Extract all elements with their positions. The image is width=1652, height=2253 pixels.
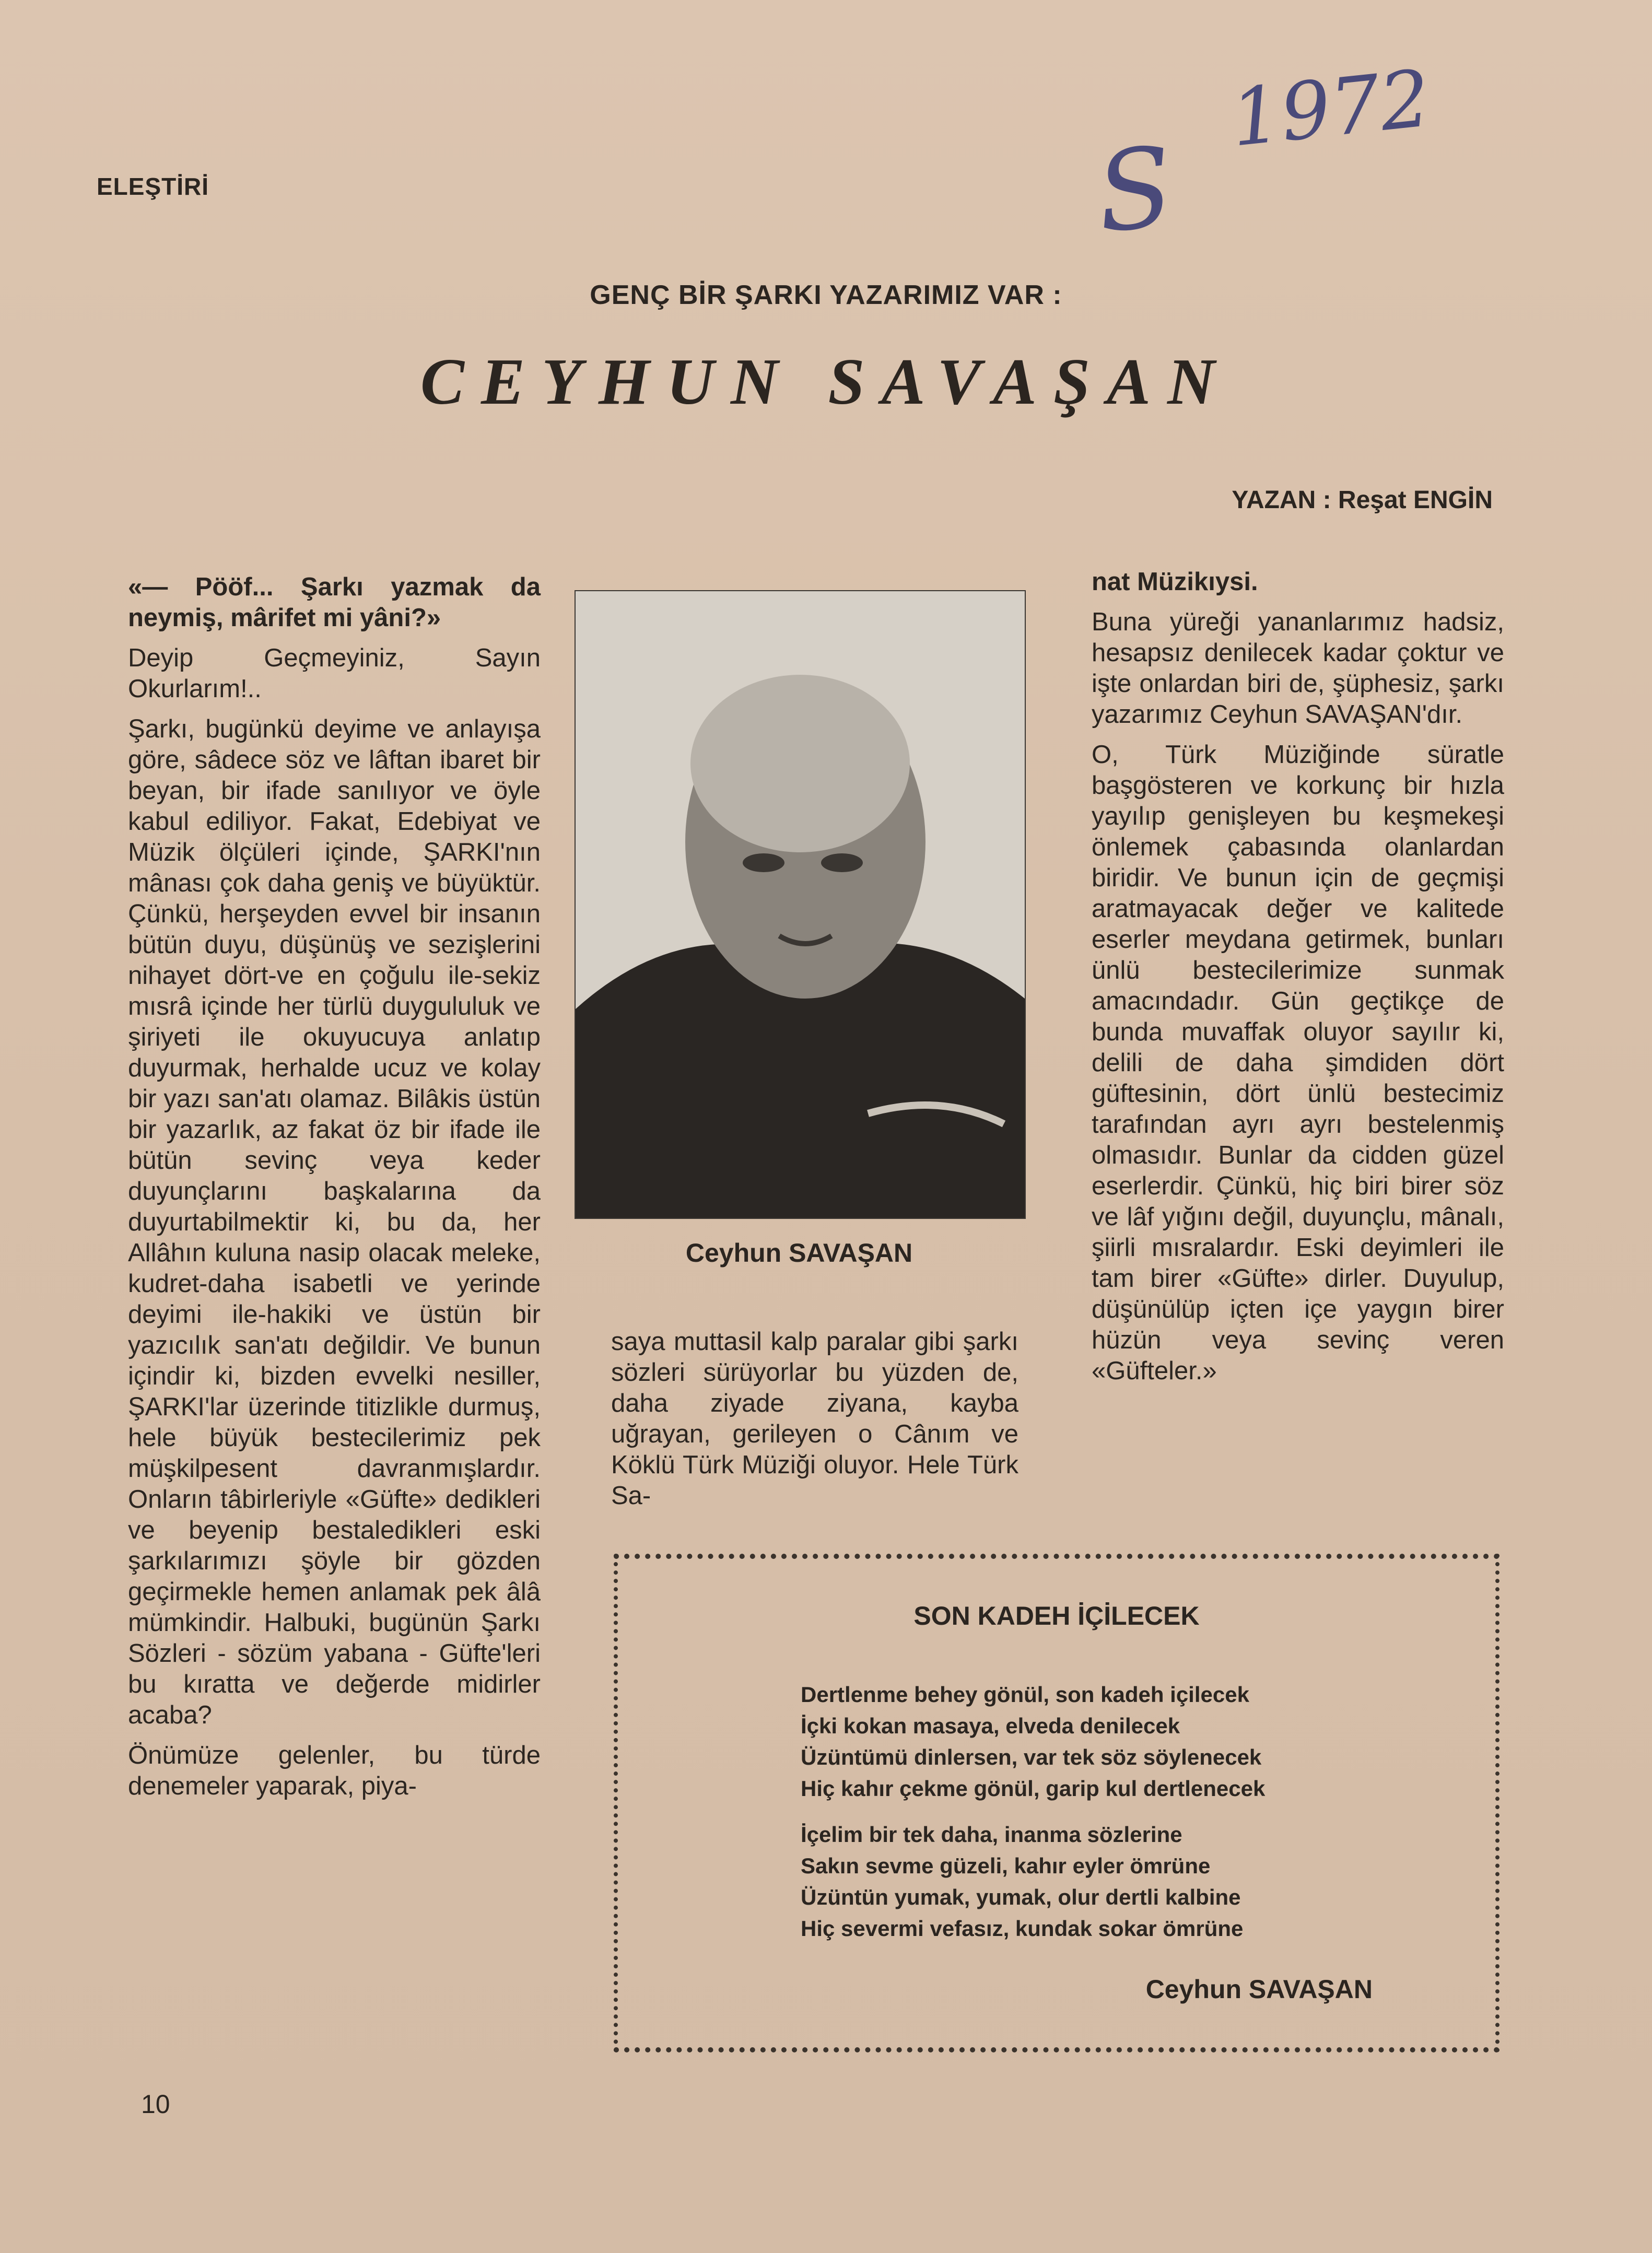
handwritten-year: 1972 <box>1226 53 1435 165</box>
poem-line: Dertlenme behey gönül, son kadeh içilecek <box>801 1682 1249 1707</box>
article-byline: YAZAN : Reşat ENGİN <box>1232 486 1493 514</box>
paragraph: saya muttasil kalp paralar gibi şarkı sözleri sürüyorlar bu yüzden de, daha ziyade ziyana, kayba uğrayan, gerileyen o Cânım ve Köklü Türk Müziği oluyor. Hele Türk Sa- <box>611 1328 1018 1510</box>
poem-title: SON KADEH İÇİLECEK <box>913 1601 1200 1630</box>
paragraph: Buna yüreği yananlarımız hadsiz, hesapsız denilecek kadar çoktur ve işte onlardan biri de, şüphesiz, şarkı yazarımız Ceyhun SAVAŞAN'dır. <box>1092 608 1504 729</box>
poem-line: Sakın sevme güzeli, kahır eyler ömrüne <box>801 1853 1211 1878</box>
poem-stanza <box>801 1819 1480 1944</box>
poem-line: Hiç kahır çekme gönül, garip kul dertlenecek <box>801 1776 1266 1801</box>
article-title: CEYHUN SAVAŞAN <box>420 346 1232 418</box>
paragraph: Deyip Geçmeyiniz, Sayın Okurlarım!.. <box>128 644 541 703</box>
portrait-photo <box>575 590 1026 1219</box>
paragraph: Şarkı, bugünkü deyime ve anlayışa göre, sâdece söz ve lâftan ibaret bir beyan, bir ifade sanılıyor ve öyle kabul ediliyor. Fakat, Edebiyat ve Müzik ölçüleri içinde, ŞARKI'nın mânası çok daha geniş ve büyüktür. Çünkü, herşeyden evvel bir insanın bütün duyu, düşünüş ve sezişlerini nihayet dört-ve en çoğulu ile-sekiz mısrâ içinde her türlü duygululuk ve şiriyeti ile okuyucuya anlatıp duyurmak, herhalde ucuz ve kolay bir yazı san'atı olamaz. Bilâkis üstün bir yazarlık, az fakat öz bir ifade ile bütün sevinç veya keder duyunçlarını başkalarına da duyurtabilmektir ki, bu da, her Allâhın kuluna nasip olacak meleke, kudret-daha isabetli ve yerinde deyimi ile-hakiki ve üstün bir yazıcılık san'atı değildir. Ve bunun içindir ki, bizden evvelki nesiller, ŞARKI'lar üzerinde titizlikle durmuş, hele büyük bestecilerimiz pek müşkilpesent davranmışlardır. Onların tâbirleriyle «Güfte» dedikleri ve beyenip bestaledikleri eski şarkılarımızı şöyle bir gözden geçirmekle hemen anlamak pek âlâ mümkindir. Halbuki, bugünün Şarkı Sözleri - sözüm yabana - Güfte'leri bu kıratta ve değerde midirler acaba? <box>128 715 541 1729</box>
portrait-illustration <box>576 591 1025 1218</box>
middle-column <box>611 1327 1018 1521</box>
poem-stanza <box>801 1679 1480 1804</box>
poem-box <box>614 1554 1499 2052</box>
poem-line: Üzüntün yumak, yumak, olur dertli kalbine <box>801 1885 1241 1909</box>
section-label: ELEŞTİRİ <box>97 173 209 200</box>
left-column <box>128 572 541 1811</box>
photo-caption: Ceyhun SAVAŞAN <box>685 1238 913 1268</box>
right-column <box>1092 567 1504 1396</box>
poem-line: Üzüntümü dinlersen, var tek söz söylenecek <box>801 1745 1262 1769</box>
opening-quote: «— Pööf... Şarkı yazmak da neymiş, mârifet mi yâni?» <box>128 573 541 632</box>
poem-line: Hiç severmi vefasız, kundak sokar ömrüne <box>801 1916 1244 1941</box>
paragraph: nat Müzikıysi. <box>1092 568 1258 596</box>
page-number: 10 <box>141 2090 170 2119</box>
article-supertitle: GENÇ BİR ŞARKI YAZARIMIZ VAR : <box>590 280 1062 310</box>
poem-author: Ceyhun SAVAŞAN <box>1145 1975 1373 2004</box>
poem-line: İçelim bir tek daha, inanma sözlerine <box>801 1822 1182 1847</box>
poem-text <box>801 1679 1480 1959</box>
paragraph: Önümüze gelenler, bu türde denemeler yaparak, piya- <box>128 1741 541 1800</box>
poem-line: İçki kokan masaya, elveda denilecek <box>801 1714 1180 1738</box>
handwritten-mark: S <box>1091 122 1179 258</box>
paragraph: O, Türk Müziğinde süratle başgösteren ve korkunç bir hızla yayılıp genişleyen bu keşmekeşi önlemek çabasında olanlardan biridir. Ve bunun için de geçmişi aratmayacak değer ve kalitede eserler meydana getirmek, bunları ünlü bestecilerimize sunmak amacındadır. Gün geçtikçe de bunda muvaffak oluyor sayılır ki, delili de daha şimdiden dört güftesinin, dört ünlü bestecimiz tarafından ayrı ayrı bestelenmiş olmasıdır. Bunlar da cidden güzel eserlerdir. Çünkü, hiç biri birer söz ve lâf yığını değil, duyunçlu, mânalı, şiirli mısralardır. Eski deyimleri ile tam birer «Güfte» dirler. Duyulup, düşünülüp içten içe yaygın birer hüzün veya sevinç veren «Güfteler.» <box>1092 741 1504 1385</box>
